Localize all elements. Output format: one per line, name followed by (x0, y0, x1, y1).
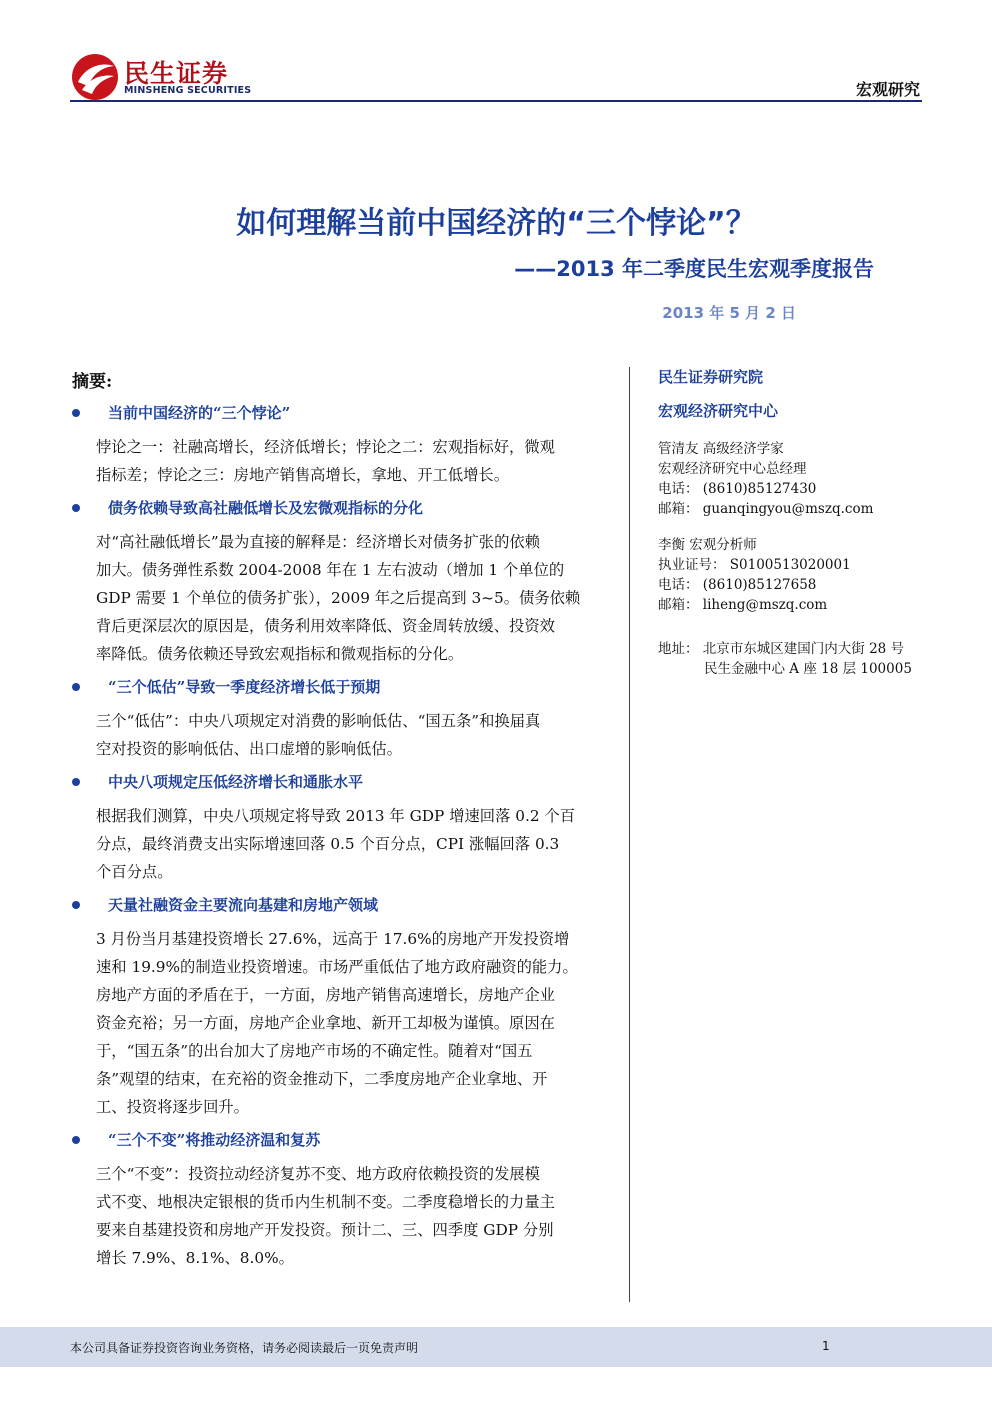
center-name: 宏观经济研究中心 (658, 402, 779, 420)
summary-bullet (72, 1129, 618, 1151)
paragraph-line: 对“高社融低增长”最为直接的解释是：经济增长对债务扩张的依赖 (96, 533, 540, 551)
paragraph-line: 速和 19.9%的制造业投资增速。市场严重低估了地方政府融资的能力。 (96, 958, 578, 976)
page-number: 1 (822, 1339, 830, 1353)
brand-name-cn: 民生证券 (124, 59, 229, 88)
paragraph-line: 三个“低估”：中央八项规定对消费的影响低估、“国五条”和换届真 (96, 712, 541, 730)
bullet-dot-icon (72, 1136, 80, 1144)
summary-body (72, 402, 618, 1280)
paragraph-line: 分点，最终消费支出实际增速回落 0.5 个百分点，CPI 涨幅回落 0.3 (96, 835, 560, 853)
address-block (658, 639, 958, 679)
summary-paragraph (96, 802, 618, 886)
report-subtitle: ——2013 年二季度民生宏观季度报告 (514, 257, 874, 281)
analyst-phone: 电话： (8610)85127658 (658, 577, 817, 593)
paragraph-line: 加大。债务弹性系数 2004-2008 年在 1 左右波动（增加 1 个单位的 (96, 561, 565, 579)
paragraph-line: 背后更深层次的原因是，债务利用效率降低、资金周转放缓、投资效 (96, 617, 555, 635)
header-divider (70, 100, 922, 102)
report-title: 如何理解当前中国经济的“三个悖论”？ (236, 206, 756, 241)
brand-name-en: MINSHENG SECURITIES (124, 85, 252, 96)
summary-bullet (72, 676, 618, 698)
bullet-heading: “三个不变”将推动经济温和复苏 (108, 1131, 321, 1149)
paragraph-line: 三个“不变”：投资拉动经济复苏不变、地方政府依赖投资的发展模 (96, 1165, 540, 1183)
bullet-heading: 当前中国经济的“三个悖论” (108, 404, 291, 422)
summary-paragraph (96, 433, 618, 489)
bullet-heading: 天量社融资金主要流向基建和房地产领域 (108, 896, 379, 914)
address-line: 民生金融中心 A 座 18 层 100005 (704, 661, 912, 677)
paragraph-line: 工、投资将逐步回升。 (96, 1098, 249, 1116)
report-date: 2013 年 5 月 2 日 (662, 304, 796, 322)
minsheng-logo-icon (70, 52, 120, 102)
address-line: 地址： 北京市东城区建国门内大街 28 号 (658, 641, 905, 657)
summary-bullet (72, 402, 618, 424)
contact-sidebar (658, 367, 958, 679)
summary-bullet (72, 497, 618, 519)
analyst-role: 宏观经济研究中心总经理 (658, 461, 807, 477)
paragraph-line: 资金充裕；另一方面，房地产企业拿地、新开工却极为谨慎。原因在 (96, 1014, 555, 1032)
summary-paragraph (96, 1160, 618, 1272)
bullet-heading: 中央八项规定压低经济增长和通胀水平 (108, 773, 364, 791)
bullet-heading: 债务依赖导致高社融低增长及宏微观指标的分化 (108, 499, 424, 517)
analyst-license: 执业证号： S0100513020001 (658, 557, 851, 573)
analyst-phone: 电话： (8610)85127430 (658, 481, 817, 497)
bullet-dot-icon (72, 504, 80, 512)
bullet-heading: “三个低估”导致一季度经济增长低于预期 (108, 678, 381, 696)
summary-bullet (72, 894, 618, 916)
disclaimer-note: 本公司具备证券投资咨询业务资格，请务必阅读最后一页免责声明 (70, 1341, 419, 1355)
bullet-dot-icon (72, 409, 80, 417)
paragraph-line: 房地产方面的矛盾在于，一方面，房地产销售高速增长，房地产企业 (96, 986, 555, 1004)
paragraph-line: 增长 7.9%、8.1%、8.0%。 (96, 1249, 294, 1267)
paragraph-line: 于，“国五条”的出台加大了房地产市场的不确定性。随着对“国五 (96, 1042, 533, 1060)
bullet-dot-icon (72, 778, 80, 786)
paragraph-line: 条”观望的结束，在充裕的资金推动下，二季度房地产企业拿地、开 (96, 1070, 548, 1088)
analyst-card (658, 535, 958, 615)
paragraph-line: 要来自基建投资和房地产开发投资。预计二、三、四季度 GDP 分别 (96, 1221, 554, 1239)
paragraph-line: 指标差；悖论之三：房地产销售高增长，拿地、开工低增长。 (96, 466, 510, 484)
institute-name: 民生证券研究院 (658, 368, 764, 386)
bullet-dot-icon (72, 683, 80, 691)
analyst-name: 管清友 高级经济学家 (658, 441, 784, 457)
paragraph-line: GDP 需要 1 个单位的债务扩张），2009 年之后提高到 3~5。债务依赖 (96, 589, 581, 607)
paragraph-line: 式不变、地根决定银根的货币内生机制不变。二季度稳增长的力量主 (96, 1193, 555, 1211)
analyst-card (658, 439, 958, 519)
summary-paragraph (96, 707, 618, 763)
column-divider (629, 367, 630, 1302)
analyst-email[interactable]: 邮箱： guanqingyou@mszq.com (658, 501, 874, 517)
paragraph-line: 根据我们测算，中央八项规定将导致 2013 年 GDP 增速回落 0.2 个百 (96, 807, 576, 825)
summary-paragraph (96, 925, 618, 1121)
paragraph-line: 个百分点。 (96, 863, 173, 881)
paragraph-line: 3 月份当月基建投资增长 27.6%，远高于 17.6%的房地产开发投资增 (96, 930, 570, 948)
bullet-dot-icon (72, 901, 80, 909)
analyst-email[interactable]: 邮箱： liheng@mszq.com (658, 597, 828, 613)
summary-heading: 摘要: (72, 372, 113, 392)
summary-bullet (72, 771, 618, 793)
analyst-name: 李衡 宏观分析师 (658, 537, 757, 553)
paragraph-line: 空对投资的影响低估、出口虚增的影响低估。 (96, 740, 402, 758)
summary-paragraph (96, 528, 618, 668)
paragraph-line: 悖论之一：社融高增长，经济低增长；悖论之二：宏观指标好，微观 (96, 438, 555, 456)
paragraph-line: 率降低。债务依赖还导致宏观指标和微观指标的分化。 (96, 645, 464, 663)
section-tag: 宏观研究 (855, 80, 920, 99)
